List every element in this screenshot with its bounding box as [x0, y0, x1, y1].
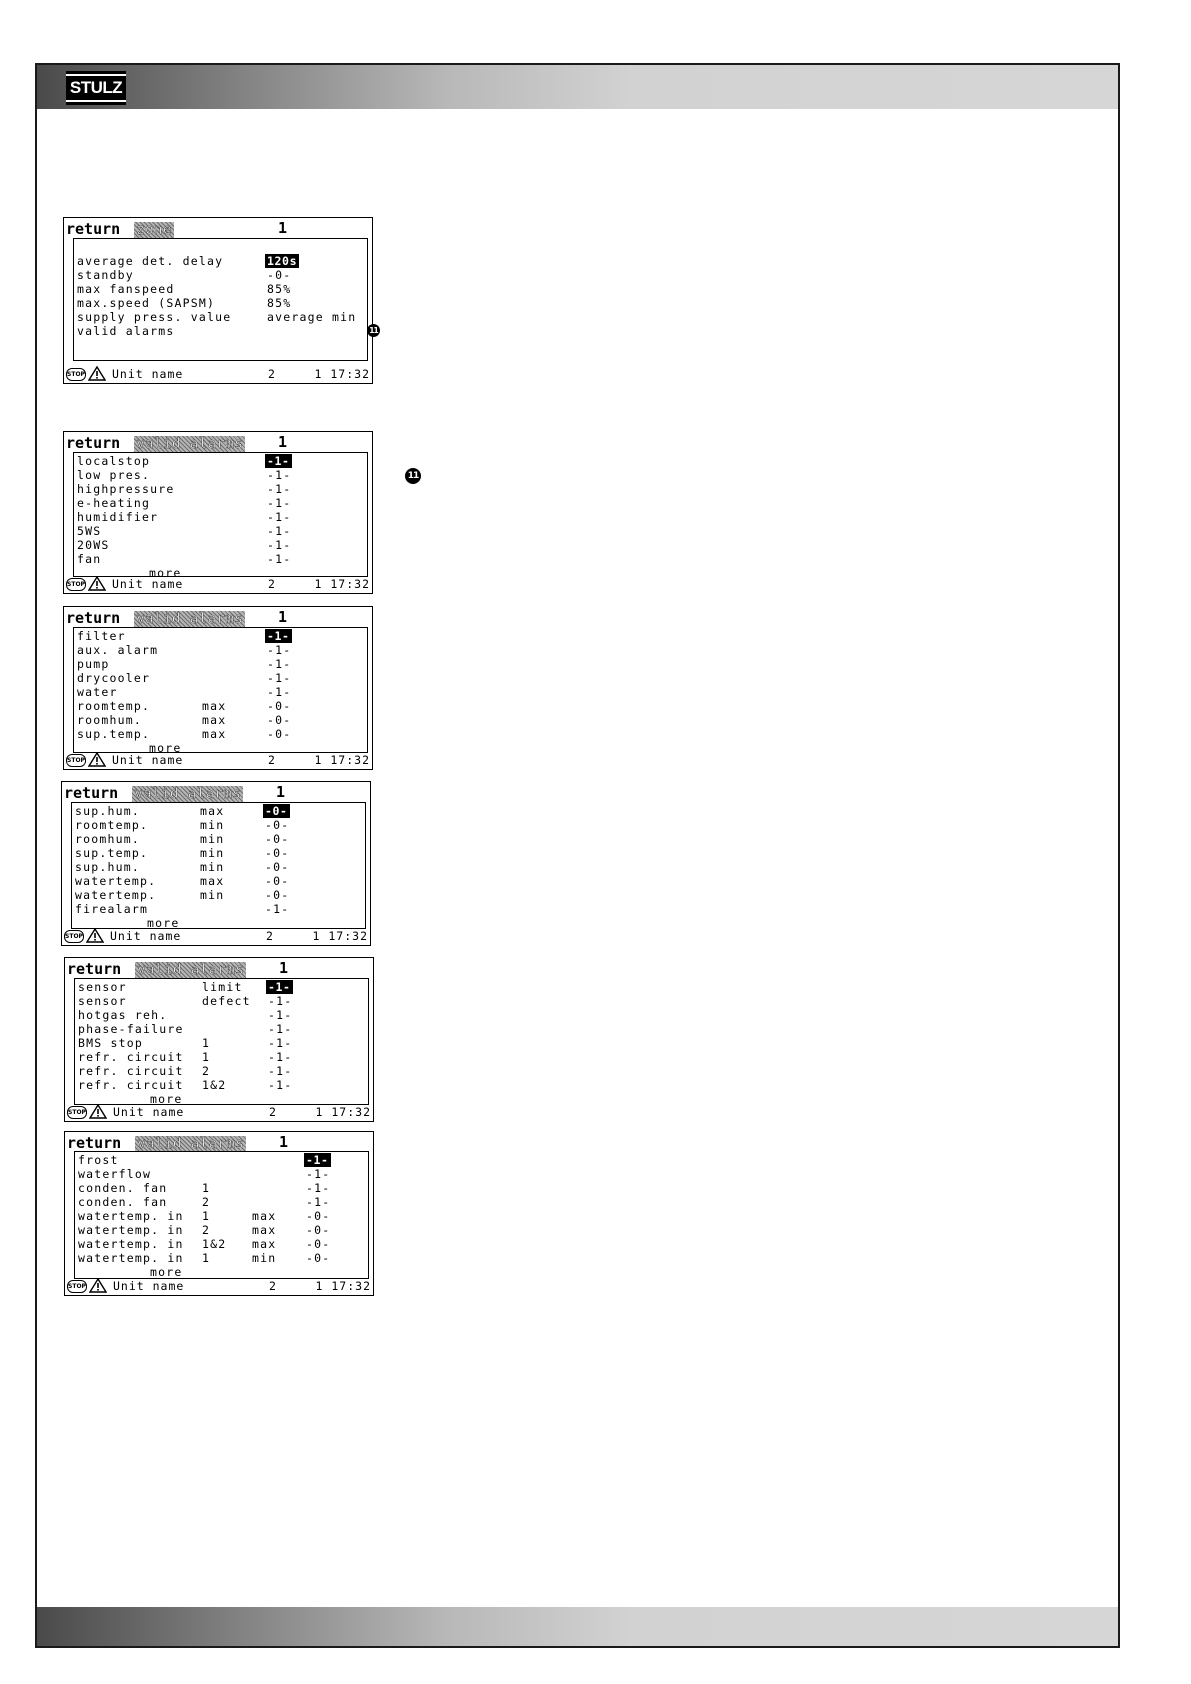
parameter-label: BMS stop — [78, 1036, 143, 1050]
parameter-row[interactable] — [75, 818, 362, 832]
clock-time: 1 17:32 — [314, 577, 370, 591]
unit-number: 2 — [269, 1105, 277, 1119]
parameter-qualifier: min — [200, 888, 225, 902]
parameter-qualifier: max — [202, 713, 227, 727]
parameter-qualifier: 1 — [202, 1036, 211, 1050]
stop-icon[interactable]: STOP — [64, 930, 84, 943]
parameter-row[interactable] — [78, 1008, 365, 1022]
parameter-row[interactable] — [77, 454, 364, 468]
unit-name: Unit name — [113, 1279, 185, 1293]
panel-title-bar — [64, 783, 286, 802]
parameter-value: -1- — [306, 1195, 331, 1209]
unit-name: Unit name — [112, 577, 184, 591]
parameter-label: aux. alarm — [77, 643, 159, 657]
parameter-value: average min — [267, 310, 357, 324]
parameter-label: firealarm — [75, 902, 149, 916]
parameter-row[interactable] — [77, 552, 364, 566]
parameter-label: roomhum. — [75, 832, 140, 846]
parameter-label: 20WS — [77, 538, 110, 552]
parameter-label: watertemp. — [75, 888, 157, 902]
panel-content-box — [73, 238, 378, 361]
parameter-value: -1- — [267, 657, 292, 671]
panel-index: 1 — [279, 959, 289, 977]
unit-name: Unit name — [113, 1105, 185, 1119]
parameter-value: 85% — [267, 296, 292, 310]
parameter-label: watertemp. in — [78, 1251, 184, 1265]
parameter-value: -0- — [265, 846, 290, 860]
panel-content-box — [71, 802, 366, 929]
parameter-value: -1- — [267, 468, 292, 482]
parameter-value: -1- — [268, 994, 293, 1008]
parameter-row[interactable] — [75, 888, 362, 902]
parameter-row[interactable] — [78, 1209, 365, 1223]
parameter-row[interactable] — [78, 994, 365, 1008]
parameter-label: refr. circuit — [78, 1050, 184, 1064]
parameter-qualifier: min — [200, 860, 225, 874]
parameter-label: watertemp. in — [78, 1237, 184, 1251]
parameter-value: -1- — [267, 524, 292, 538]
status-bar — [66, 752, 370, 768]
parameter-list — [77, 629, 364, 755]
more-indicator[interactable] — [78, 1265, 365, 1279]
footer-band — [37, 1607, 1118, 1646]
unit-name: Unit name — [110, 929, 182, 943]
parameter-value-selected[interactable]: -1- — [267, 454, 290, 468]
parameter-qualifier: 1 — [202, 1209, 211, 1223]
parameter-value: -0- — [267, 727, 292, 741]
parameter-value-selected[interactable]: -1- — [268, 980, 291, 994]
clock-time: 1 17:32 — [314, 753, 370, 767]
parameter-label: low pres. — [77, 468, 151, 482]
panel-title-bar — [66, 608, 288, 627]
parameter-list — [77, 254, 378, 338]
parameter-value: -1- — [268, 1008, 293, 1022]
panel-content-box — [73, 627, 368, 753]
logo-bar — [66, 74, 126, 76]
more-label: more — [150, 1265, 183, 1279]
parameter-value: -0- — [267, 268, 292, 282]
parameter-label: highpressure — [77, 482, 175, 496]
parameter-label: roomtemp. — [75, 818, 149, 832]
parameter-qualifier: limit — [202, 980, 243, 994]
panel-index: 1 — [279, 1133, 289, 1151]
parameter-label: fan — [77, 552, 102, 566]
lcd-panel — [63, 431, 373, 594]
stop-icon[interactable]: STOP — [66, 754, 86, 767]
stop-icon[interactable]: STOP — [67, 1280, 87, 1293]
parameter-label: watertemp. in — [78, 1223, 184, 1237]
more-label: more — [149, 741, 182, 755]
parameter-label: drycooler — [77, 671, 151, 685]
parameter-row[interactable] — [78, 980, 365, 994]
lcd-panel — [64, 1131, 374, 1296]
parameter-limit: max — [252, 1223, 277, 1237]
parameter-label: supply press. value — [77, 310, 232, 324]
parameter-row[interactable] — [77, 524, 364, 538]
parameter-value: -1- — [267, 552, 292, 566]
panel-title-bar — [67, 959, 289, 978]
parameter-list — [77, 454, 364, 580]
parameter-label: frost — [78, 1153, 119, 1167]
parameter-row[interactable] — [75, 902, 362, 916]
parameter-label: roomtemp. — [77, 699, 151, 713]
unit-number: 2 — [268, 577, 276, 591]
parameter-value: -1- — [306, 1181, 331, 1195]
parameter-label: watertemp. — [75, 874, 157, 888]
more-label: more — [149, 566, 182, 580]
panel-subtitle: zone — [136, 222, 172, 238]
parameter-row[interactable] — [78, 1251, 365, 1265]
panel-subtitle: valid alarms — [137, 962, 245, 978]
warning-icon[interactable] — [89, 1104, 107, 1119]
parameter-value-selected[interactable]: -0- — [265, 804, 288, 818]
parameter-value: -0- — [306, 1251, 331, 1265]
parameter-row[interactable] — [77, 324, 378, 338]
parameter-value: -1- — [267, 671, 292, 685]
unit-name: Unit name — [112, 753, 184, 767]
more-label: more — [150, 1092, 183, 1106]
warning-icon[interactable] — [86, 928, 104, 943]
parameter-value-selected[interactable]: -1- — [267, 629, 290, 643]
parameter-label: sensor — [78, 980, 127, 994]
warning-icon[interactable] — [88, 752, 106, 767]
parameter-row[interactable] — [77, 629, 364, 643]
warning-icon[interactable] — [88, 576, 106, 591]
panel-index: 1 — [278, 608, 288, 626]
parameter-value: -1- — [268, 1022, 293, 1036]
parameter-label: localstop — [77, 454, 151, 468]
header-band — [37, 65, 1118, 109]
parameter-qualifier: 1&2 — [202, 1237, 227, 1251]
panel-content-box — [74, 978, 369, 1105]
parameter-value: -1- — [267, 538, 292, 552]
parameter-label: humidifier — [77, 510, 159, 524]
parameter-qualifier: min — [200, 846, 225, 860]
parameter-row[interactable] — [75, 804, 362, 818]
parameter-label: average det. delay — [77, 254, 224, 268]
parameter-value: -0- — [306, 1223, 331, 1237]
callout-number-icon: 11 — [367, 324, 380, 337]
parameter-row[interactable] — [78, 1050, 365, 1064]
unit-number: 2 — [268, 367, 276, 381]
parameter-limit: max — [252, 1237, 277, 1251]
parameter-value: -0- — [265, 818, 290, 832]
panel-index: 1 — [278, 219, 288, 237]
parameter-row[interactable] — [77, 727, 364, 741]
parameter-label: sup.temp. — [75, 846, 149, 860]
parameter-value: -0- — [265, 874, 290, 888]
parameter-label: max.speed (SAPSM) — [77, 296, 216, 310]
parameter-qualifier: min — [200, 818, 225, 832]
parameter-label: hotgas reh. — [78, 1008, 168, 1022]
parameter-label: watertemp. in — [78, 1209, 184, 1223]
parameter-label: filter — [77, 629, 126, 643]
parameter-value: -1- — [268, 1036, 293, 1050]
status-bar — [67, 1104, 371, 1120]
parameter-row[interactable] — [77, 496, 364, 510]
parameter-value: -1- — [268, 1078, 293, 1092]
parameter-value: -0- — [265, 860, 290, 874]
parameter-row[interactable] — [78, 1022, 365, 1036]
panel-title: return — [66, 220, 121, 238]
parameter-row[interactable] — [78, 1064, 365, 1078]
lcd-panel — [61, 781, 371, 946]
panel-subtitle: valid alarms — [136, 611, 244, 627]
panel-title-bar — [66, 219, 288, 238]
lcd-panel — [63, 217, 378, 384]
parameter-value: -1- — [268, 1064, 293, 1078]
parameter-qualifier: defect — [202, 994, 251, 1008]
panel-subtitle: valid alarms — [134, 786, 242, 802]
parameter-row[interactable] — [78, 1036, 365, 1050]
parameter-qualifier: 1 — [202, 1181, 211, 1195]
panel-title: return — [67, 1134, 122, 1152]
status-bar — [66, 576, 370, 592]
panel-title: return — [66, 609, 121, 627]
parameter-value: -0- — [267, 699, 292, 713]
panel-content-box — [73, 452, 368, 580]
parameter-qualifier: 1&2 — [202, 1078, 227, 1092]
stop-icon[interactable]: STOP — [67, 1106, 87, 1119]
parameter-row[interactable] — [78, 1223, 365, 1237]
parameter-row[interactable] — [77, 643, 364, 657]
parameter-row[interactable] — [75, 846, 362, 860]
parameter-row[interactable] — [78, 1195, 365, 1209]
parameter-row[interactable] — [77, 538, 364, 552]
parameter-value: -0- — [265, 888, 290, 902]
clock-time: 1 17:32 — [315, 1105, 371, 1119]
parameter-label: standby — [77, 268, 134, 282]
callout-number-icon: 11 — [405, 468, 421, 484]
parameter-row[interactable] — [77, 510, 364, 524]
parameter-qualifier: 1 — [202, 1050, 211, 1064]
parameter-value: -1- — [267, 510, 292, 524]
parameter-label: sup.hum. — [75, 804, 140, 818]
more-label: more — [147, 916, 180, 930]
status-bar — [66, 366, 370, 382]
parameter-label: valid alarms — [77, 324, 175, 338]
lcd-panel — [63, 606, 373, 770]
panel-index: 1 — [278, 433, 288, 451]
parameter-row[interactable] — [75, 832, 362, 846]
status-bar — [67, 1278, 371, 1294]
parameter-row[interactable] — [77, 713, 364, 727]
parameter-qualifier: 2 — [202, 1064, 211, 1078]
parameter-row[interactable] — [77, 254, 364, 268]
clock-time: 1 17:32 — [314, 367, 370, 381]
panel-title-bar — [66, 433, 288, 452]
parameter-label: max fanspeed — [77, 282, 175, 296]
parameter-value: 85% — [267, 282, 292, 296]
parameter-label: waterflow — [78, 1167, 152, 1181]
parameter-list — [78, 1153, 365, 1279]
parameter-label: conden. fan — [78, 1181, 168, 1195]
parameter-value: -0- — [306, 1209, 331, 1223]
parameter-limit: min — [252, 1251, 277, 1265]
parameter-value: -0- — [267, 713, 292, 727]
parameter-row[interactable] — [77, 699, 364, 713]
parameter-label: pump — [77, 657, 110, 671]
parameter-qualifier: min — [200, 832, 225, 846]
stop-icon[interactable]: STOP — [66, 578, 86, 591]
unit-number: 2 — [266, 929, 274, 943]
unit-number: 2 — [269, 1279, 277, 1293]
warning-icon[interactable] — [89, 1278, 107, 1293]
parameter-value-selected[interactable]: -1- — [306, 1153, 329, 1167]
parameter-row[interactable] — [77, 657, 364, 671]
parameter-value: -1- — [306, 1167, 331, 1181]
parameter-row[interactable] — [77, 296, 364, 310]
parameter-row[interactable] — [78, 1153, 365, 1167]
panel-title-bar — [67, 1133, 289, 1152]
parameter-qualifier: 2 — [202, 1195, 211, 1209]
unit-name: Unit name — [112, 367, 184, 381]
parameter-row[interactable] — [75, 860, 362, 874]
stulz-logo — [66, 71, 126, 105]
panel-subtitle: valid alarms — [137, 1136, 245, 1152]
parameter-label: water — [77, 685, 118, 699]
parameter-label: sup.temp. — [77, 727, 151, 741]
parameter-row[interactable] — [77, 282, 364, 296]
panel-subtitle: valid alarms — [136, 436, 244, 452]
panel-index: 1 — [276, 783, 286, 801]
panel-title: return — [67, 960, 122, 978]
parameter-value-selected[interactable]: 120s — [267, 254, 298, 268]
parameter-value: -1- — [268, 1050, 293, 1064]
parameter-row[interactable] — [77, 268, 364, 282]
logo-bar — [66, 100, 126, 102]
unit-number: 2 — [268, 753, 276, 767]
panel-title: return — [64, 784, 119, 802]
parameter-row[interactable] — [77, 310, 364, 324]
parameter-row[interactable] — [77, 482, 364, 496]
parameter-limit: max — [252, 1209, 277, 1223]
parameter-row[interactable] — [77, 671, 364, 685]
parameter-list — [75, 804, 362, 930]
parameter-row[interactable] — [77, 685, 364, 699]
parameter-value: -1- — [267, 643, 292, 657]
parameter-value: -0- — [265, 832, 290, 846]
parameter-qualifier: 1 — [202, 1251, 211, 1265]
parameter-value: -1- — [267, 482, 292, 496]
parameter-label: refr. circuit — [78, 1064, 184, 1078]
parameter-value: -1- — [267, 685, 292, 699]
lcd-panel — [64, 957, 374, 1122]
panel-title: return — [66, 434, 121, 452]
parameter-label: roomhum. — [77, 713, 142, 727]
parameter-row[interactable] — [78, 1078, 365, 1092]
parameter-label: 5WS — [77, 524, 102, 538]
parameter-label: sensor — [78, 994, 127, 1008]
clock-time: 1 17:32 — [312, 929, 368, 943]
parameter-label: sup.hum. — [75, 860, 140, 874]
parameter-row[interactable] — [75, 874, 362, 888]
parameter-row[interactable] — [78, 1237, 365, 1251]
parameter-row[interactable] — [77, 468, 364, 482]
parameter-qualifier: max — [202, 727, 227, 741]
parameter-value: -1- — [267, 496, 292, 510]
parameter-row[interactable] — [78, 1167, 365, 1181]
parameter-row[interactable] — [78, 1181, 365, 1195]
parameter-value: -1- — [265, 902, 290, 916]
parameter-qualifier: max — [200, 804, 225, 818]
parameter-label: conden. fan — [78, 1195, 168, 1209]
parameter-qualifier: max — [200, 874, 225, 888]
parameter-label: e-heating — [77, 496, 151, 510]
parameter-qualifier: max — [202, 699, 227, 713]
clock-time: 1 17:32 — [315, 1279, 371, 1293]
status-bar — [64, 928, 368, 944]
parameter-qualifier: 2 — [202, 1223, 211, 1237]
logo-text: STULZ — [69, 78, 123, 97]
parameter-label: refr. circuit — [78, 1078, 184, 1092]
parameter-value: -0- — [306, 1237, 331, 1251]
parameter-list — [78, 980, 365, 1106]
warning-icon[interactable] — [88, 366, 106, 381]
parameter-label: phase-failure — [78, 1022, 184, 1036]
panel-content-box — [74, 1151, 369, 1279]
stop-icon[interactable]: STOP — [66, 368, 86, 381]
